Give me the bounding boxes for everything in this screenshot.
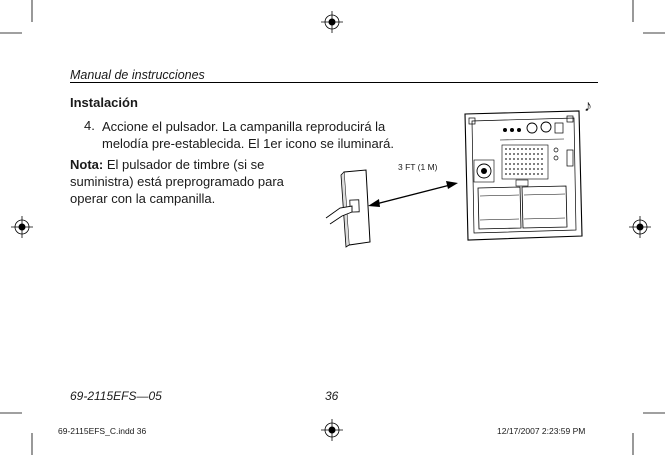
header-title: Manual de instrucciones [70,68,205,82]
pushbutton-illustration [326,170,370,247]
slug-file-name: 69-2115EFS_C.indd 36 [58,426,147,436]
distance-arrow [368,181,458,207]
note-text: El pulsador de timbre (si se suministra) está preprogramado para operar con la campanilla. [70,157,284,206]
step-number: 4. [84,118,95,133]
note-label: Nota: [70,157,104,172]
footer-doc-number: 69-2115EFS—05 [70,389,162,403]
slug-date: 12/17/2007 2:23:59 PM [497,426,586,436]
section-heading: Instalación [70,95,138,110]
footer-page-number: 36 [325,389,339,403]
distance-label: 3 FT (1 M) [398,162,438,172]
music-note-icon: ♪ [584,98,592,115]
step-text: Accione el pulsador. La campanilla reproducirá la melodía pre-establecida. El 1er icono se iluminará. [102,119,394,151]
chime-unit-illustration [465,111,582,240]
